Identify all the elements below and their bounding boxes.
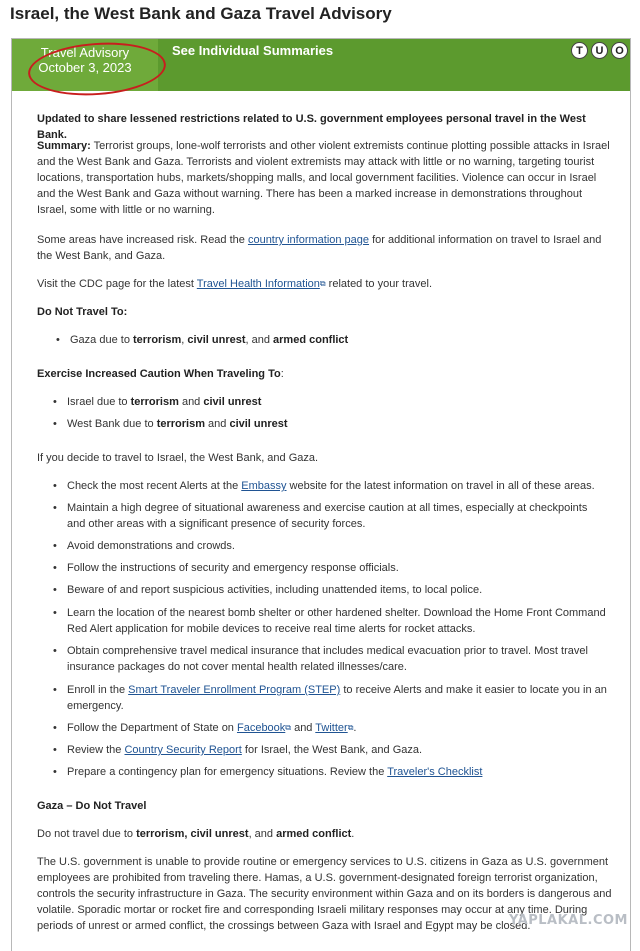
travelers-checklist-link[interactable]: Traveler's Checklist: [387, 766, 483, 778]
tip-security-report: • Review the Country Security Report for Israel, the West Bank, and Gaza.: [67, 742, 607, 758]
summary-paragraph: Summary: Terrorist groups, lone-wolf terrorists and other violent extremists continue plotting possible attacks in Israel and the West Bank and Gaza. Terrorists and violent extremists may attack with little or no warning, targeting tourist locations, transportation hubs, markets/shopping malls, and local government facilities. Violence can occur in Israel and the West Bank and Gaza without warning. There has been a marked increase in demonstrations throughout Israel, some with little or no warning.: [37, 140, 610, 216]
increased-risk-paragraph: Some areas have increased risk. Read the country information page for additional information on travel to Israel and the West Bank, and Gaza.: [37, 234, 602, 262]
tip-report-suspicious: • Beware of and report suspicious activities, including unattended items, to local police.: [67, 582, 607, 598]
do-not-travel-heading: Do Not Travel To:: [37, 306, 128, 318]
country-information-link[interactable]: country information page: [247, 234, 370, 246]
cdc-paragraph: Visit the CDC page for the latest Travel Health Information⧉ related to your travel.: [37, 278, 432, 290]
country-security-report-link[interactable]: Country Security Report: [124, 744, 242, 756]
advisory-panel: [11, 38, 631, 951]
do-not-travel-item-gaza: • Gaza due to terrorism, civil unrest, and armed conflict: [70, 332, 610, 348]
external-link-icon: ⧉: [347, 723, 354, 732]
facebook-link[interactable]: Facebook: [236, 722, 286, 734]
tip-situational-awareness: • Maintain a high degree of situational awareness and exercise caution at all times, especially at checkpoints and other areas with a significant presence of security forces.: [67, 500, 607, 532]
tip-follow-officials: • Follow the instructions of security and emergency response officials.: [67, 560, 607, 576]
if-you-travel-intro: If you decide to travel to Israel, the West Bank, and Gaza.: [37, 452, 319, 464]
updated-notice: Updated to share lessened restrictions related to U.S. government employees personal travel in the West Bank.: [37, 113, 586, 141]
caution-item-israel: • Israel due to terrorism and civil unrest: [67, 394, 607, 410]
external-link-icon: ⧉: [285, 723, 292, 732]
advisory-type-label: Travel Advisory: [40, 45, 130, 60]
step-link[interactable]: Smart Traveler Enrollment Program (STEP): [128, 684, 341, 696]
increased-caution-heading: Exercise Increased Caution When Traveling To:: [37, 368, 284, 380]
gaza-paragraph: The U.S. government is unable to provide routine or emergency services to U.S. citizens in Gaza as U.S. government employees are prohibited from traveling there. Hamas, a U.S. government-designated foreign terrorist organization, controls the security infrastructure in Gaza. The security environment within Gaza and on its borders is dangerous and volatile. Sporadic mortar or rocket fire and corresponding Israeli military responses may occur at any time. During periods of unrest or armed conflict, the crossings between Gaza with Israel and Egypt may be closed.: [37, 856, 612, 932]
risk-indicator-badges: [571, 42, 628, 59]
advisory-date: October 3, 2023: [38, 60, 132, 75]
watermark: YAPLAKAL.COM: [509, 913, 628, 928]
twitter-link[interactable]: Twitter: [315, 722, 348, 734]
external-link-icon: ⧉: [319, 279, 326, 288]
caution-item-west-bank: • West Bank due to terrorism and civil unrest: [67, 416, 607, 432]
tip-follow-social: • Follow the Department of State on Facebook⧉ and Twitter⧉.: [67, 720, 607, 736]
see-individual-summaries-link[interactable]: See Individual Summaries: [172, 43, 334, 58]
advisory-banner: [12, 39, 630, 91]
tip-check-alerts: • Check the most recent Alerts at the Embassy website for the latest information on travel in all of these areas.: [67, 478, 607, 494]
civil-unrest-badge[interactable]: U: [591, 42, 608, 59]
embassy-link[interactable]: Embassy: [241, 480, 287, 492]
tip-medical-insurance: • Obtain comprehensive travel medical insurance that includes medical evacuation prior to travel. Most travel insurance packages do not cover mental health related illnesses/care.: [67, 643, 607, 675]
tip-contingency-plan: • Prepare a contingency plan for emergency situations. Review the Traveler's Checklist: [67, 764, 607, 780]
summary-label: Summary:: [37, 140, 91, 152]
tip-avoid-demonstrations: • Avoid demonstrations and crowds.: [67, 538, 607, 554]
gaza-heading: Gaza – Do Not Travel: [37, 800, 147, 812]
page-title: Israel, the West Bank and Gaza Travel Advisory: [10, 4, 392, 23]
travel-health-information-link[interactable]: Travel Health Information: [196, 278, 320, 290]
tip-bomb-shelter: • Learn the location of the nearest bomb shelter or other hardened shelter. Download the Home Front Command Red Alert application for mobile devices to receive real time alerts for rocket attacks.: [67, 605, 607, 637]
other-risk-badge[interactable]: O: [611, 42, 628, 59]
terrorism-badge[interactable]: T: [571, 42, 588, 59]
gaza-reason: Do not travel due to terrorism, civil unrest, and armed conflict.: [37, 828, 355, 840]
tip-enroll-step: • Enroll in the Smart Traveler Enrollment Program (STEP) to receive Alerts and make it easier to locate you in an emergency.: [67, 682, 607, 714]
